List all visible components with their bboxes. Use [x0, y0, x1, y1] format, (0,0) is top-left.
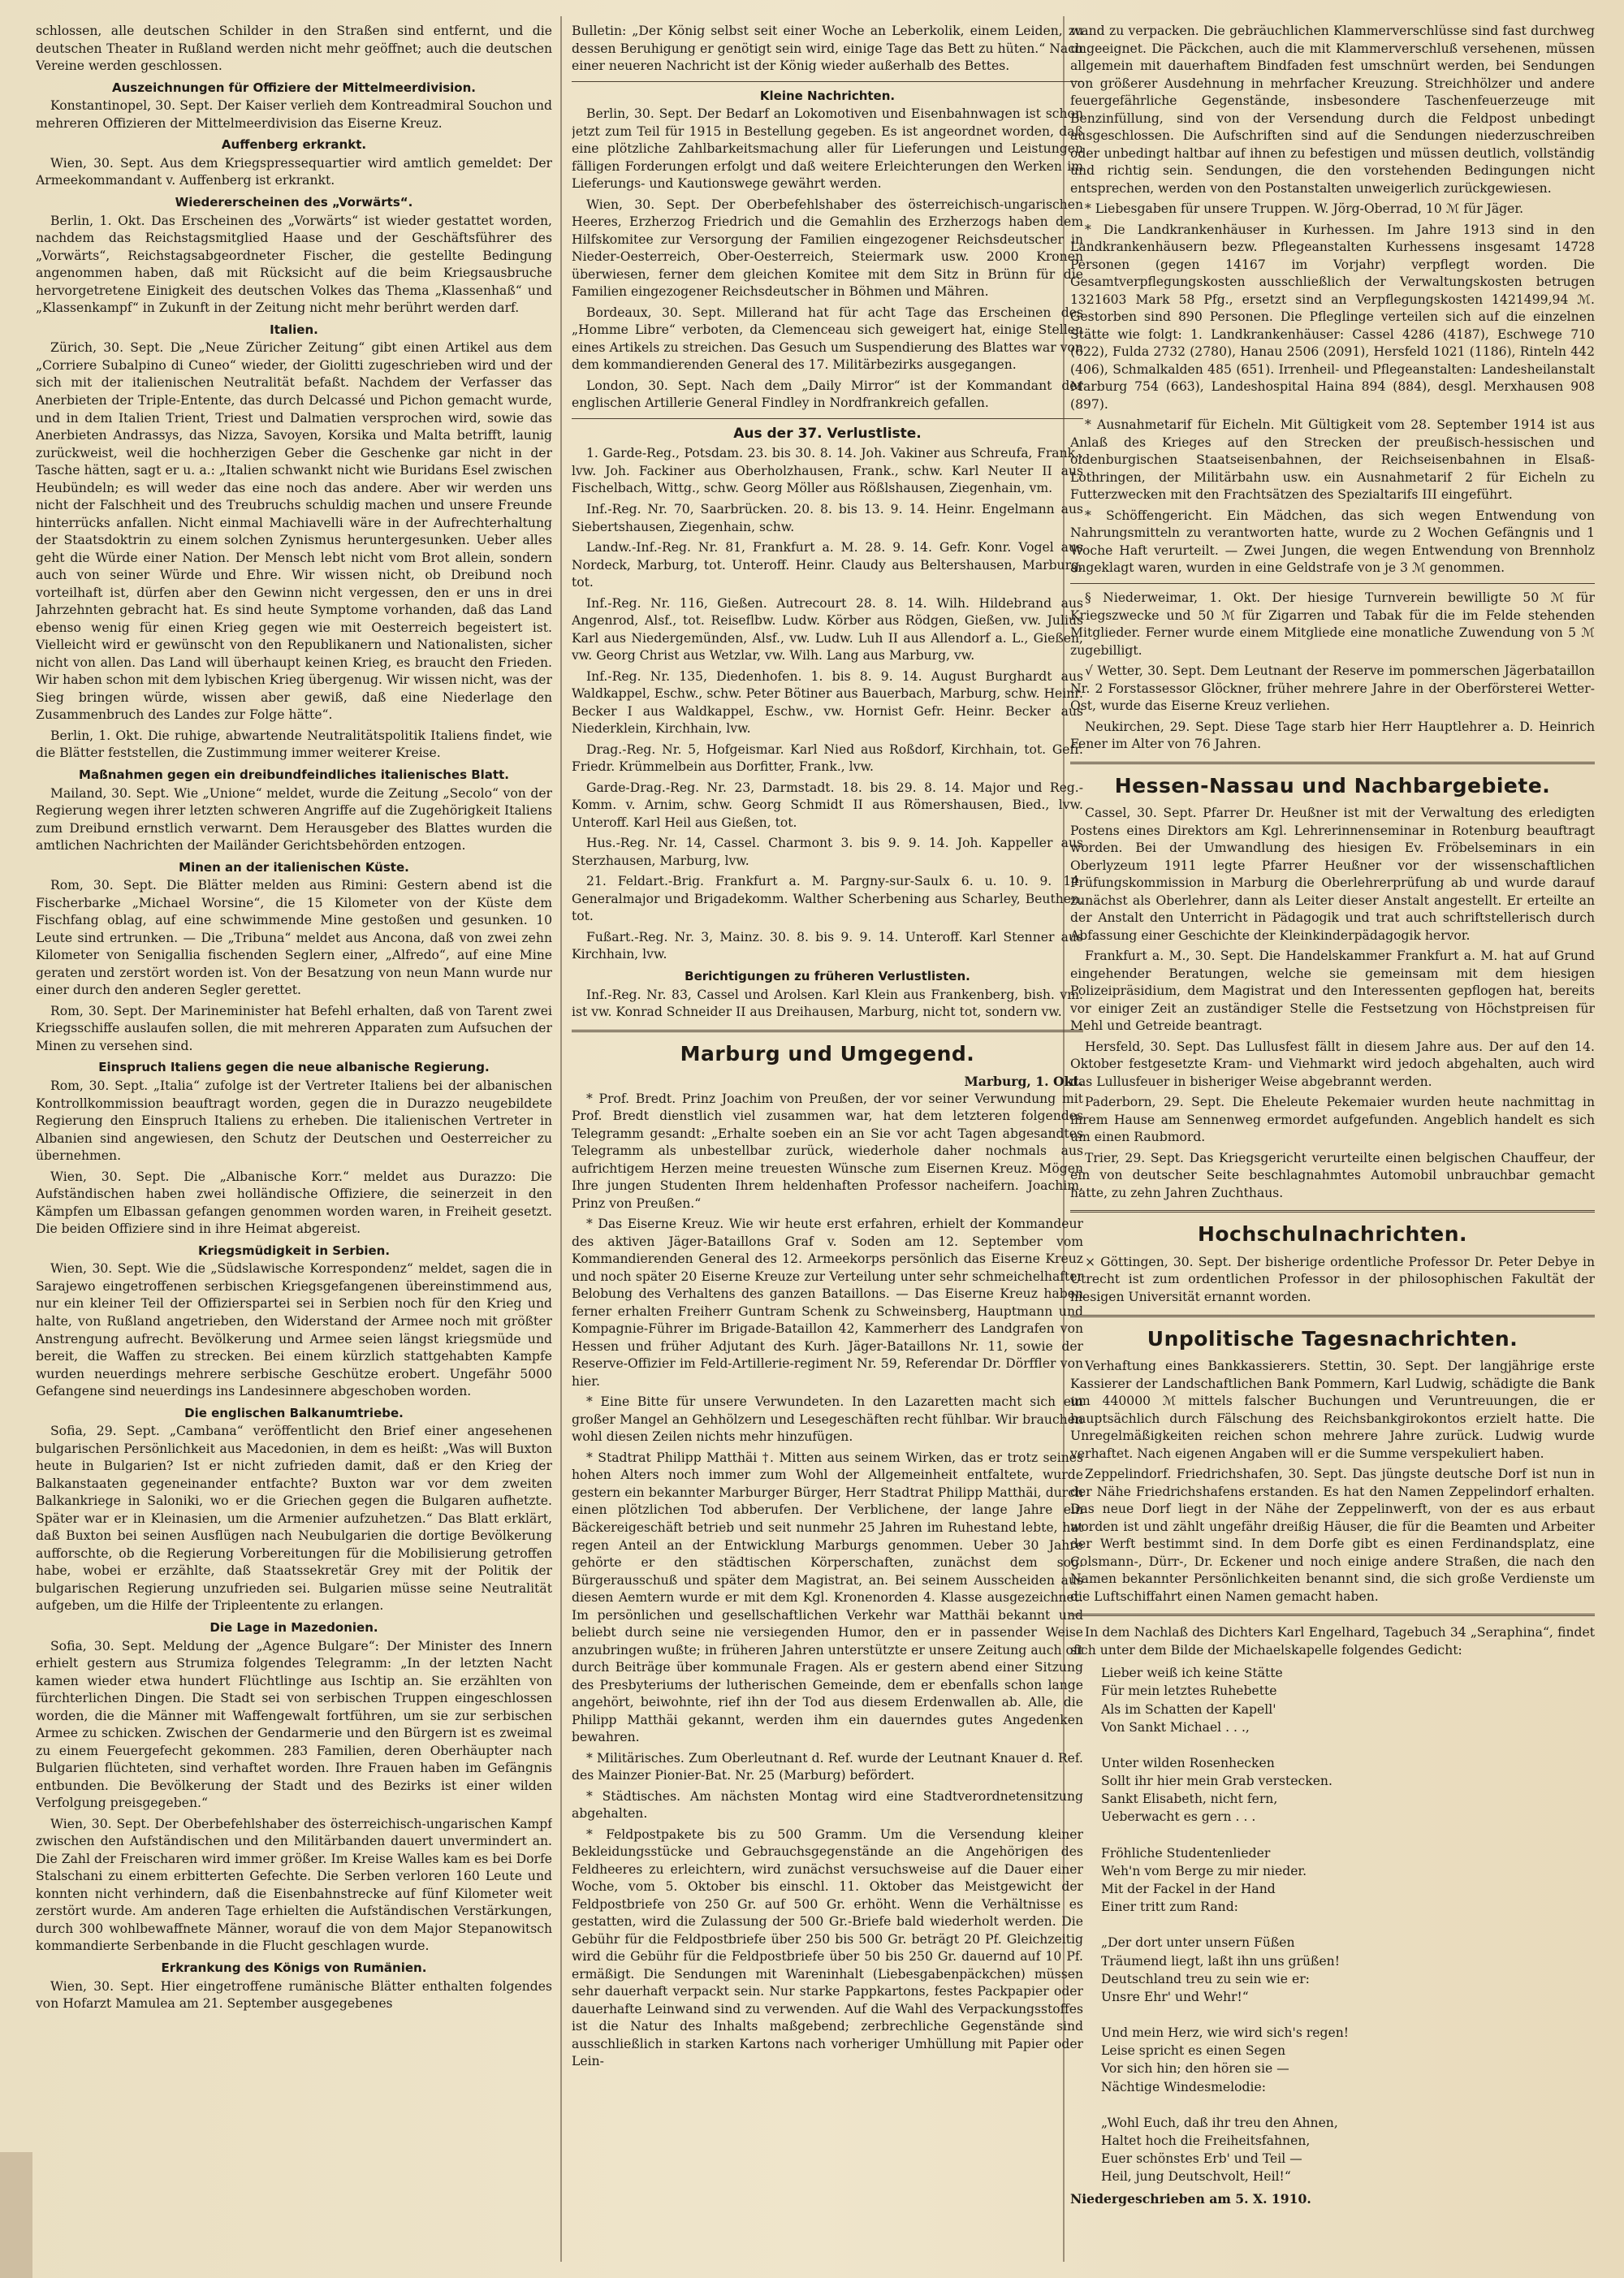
article-paragraph: * Militärisches. Zum Oberleutnant d. Ref. wurde der Leutnant Knauer d. Ref. des Mainzer Pionier-Bat. Nr. 25 (Marburg) befördert. — [572, 1750, 1083, 1783]
article-paragraph: * Eine Bitte für unsere Verwundeten. In den Lazaretten macht sich ein großer Mangel an Gehhölzern und Lesegeschäften recht fühlbar. Wir brauchen wohl diesen Zeilen nichts mehr hinzufügen. — [572, 1394, 1083, 1445]
article-paragraph: Rom, 30. Sept. Die Blätter melden aus Rimini: Gestern abend ist die Fischerbarke „Michael Worsine“, die 15 Kilometer von der Küste dem Fischfang oblag, auf eine schwimmende Mine gestoßen und gesunken. 10 Leute sind ertrunken. — Die „Tribuna“ meldet aus Ancona, daß von zwei zehn Kilometer von Senigallia fischenden Seglern einer, „Alfredo“, auf eine Mine geraten und zerstört worden ist. Von der Besatzung von neun Mann wurde nur einer durch den anderen Segler gerettet. — [36, 878, 552, 998]
article-heading: Einspruch Italiens gegen die neue albanische Regierung. — [98, 1060, 490, 1075]
article-paragraph: * Städtisches. Am nächsten Montag wird eine Stadtverordnetensitzung abgehalten. — [572, 1788, 1083, 1822]
casualty-entry: 21. Feldart.-Brig. Frankfurt a. M. Pargny-sur-Saulx 6. u. 10. 9. 14. Generalmajor und Brigadekomm. Walther Scherbening aus Scharley, Beuthen, tot. — [572, 874, 1083, 924]
article-paragraph: Berlin, 1. Okt. Die ruhige, abwartende Neutralitätspolitik Italiens findet, wie die Blätter feststellen, die Zustimmung immer weiterer Kreise. — [36, 728, 552, 761]
article-paragraph: Cassel, 30. Sept. Pfarrer Dr. Heußner ist mit der Verwaltung des erledigten Postens eines Direktors am Kgl. Lehrerinnenseminar in Rotenburg beauftragt worden. Bei der Umwandlung des hiesigen Ev. Fröbelseminars in ein Oberlyzeum 1911 legte Pfarrer Heußner vor der wissenschaftlichen Prüfungskommission in Marburg die Oberlehrerprüfung ab und wurde darauf zunächst als Oberlehrer, dann als Leiter dieser Anstalt angestellt. Er erteilte an der Anstalt den Unterricht in Pädagogik und trat auch schriftstellerisch durch Abfassung einer Geschichte der Kleinkinderpädagogik hervor. — [1070, 806, 1595, 943]
article-paragraph: Sofia, 29. Sept. „Cambana“ veröffentlicht den Brief einer angesehenen bulgarischen Persönlichkeit aus Macedonien, in dem es heißt: „Was will Buxton heute in Bulgarien? Ist er nicht zufrieden damit, daß er den Krieg der Balkanstaaten gegeneinander entfachte? Buxton war vor dem zweiten Balkankriege in Saloniki, wo er die Griechen gegen die Bulgaren aufhetzte. Später war er in Kleinasien, um die Armenier aufzuhetzen.“ Das Blatt erklärt, daß Buxton bei seinen Ausflügen nach Neubulgarien die dortige Bevölkerung aufforschte, ob die Regierung Vorbereitungen für die Mobilisierung getroffen habe, wobei er erzählte, daß Staatssekretär Grey mit der Politik der bulgarischen Regierung unzufrieden sei. Bulgarien müsse seine Neutralität aufgeben, um die Hilfe der Tripleentente zu erlangen. — [36, 1424, 552, 1614]
article-paragraph: Inf.-Reg. Nr. 83, Cassel und Arolsen. Karl Klein aus Frankenberg, bish. vm. ist vw. Konrad Schneider II aus Dreihausen, Marburg, nicht tot, sondern vw. — [572, 987, 1083, 1020]
article-paragraph: Berlin, 1. Okt. Das Erscheinen des „Vorwärts“ ist wieder gestattet worden, nachdem das Reichstagsmitglied Haase und der Geschäftsführer des „Vorwärts“, Reichstagsabgeordneter Fischer, die gestellte Bedingung angenommen haben, daß mit Rücksicht auf die beim Kriegsausbruche hervorgetretene Einigkeit des deutschen Volkes das Thema „Klassenhaß“ und „Klassenkampf“ in Zukunft in der Zeitung nicht mehr berührt werden darf. — [36, 213, 552, 316]
casualty-entry: Landw.-Inf.-Reg. Nr. 81, Frankfurt a. M. 28. 9. 14. Gefr. Konr. Vogel aus Nordeck, Marburg, tot. Unteroff. Heinr. Claudy aus Beltershausen, Marburg, tot. — [572, 540, 1083, 590]
article-heading: Erkrankung des Königs von Rumänien. — [161, 1960, 427, 1975]
article-paragraph: Hersfeld, 30. Sept. Das Lullusfest fällt in diesem Jahre aus. Der auf den 14. Oktober festgesetzte Kram- und Viehmarkt wird jedoch abgehalten, auch wird das Lullusfeuer in bisheriger Weise abgebrannt werden. — [1070, 1039, 1595, 1089]
column-left — [36, 23, 552, 2254]
article-paragraph: wand zu verpacken. Die gebräuchlichen Klammerverschlüsse sind fast durchweg ungeeignet. Die Päckchen, auch die mit Klammerverschluß versehenen, müssen allgemein mit dauerhaftem Bindfaden fest umschnürt werden, bei Sendungen von größerer Ausdehnung in mehrfacher Kreuzung. Streichhölzer und andere feuergefährliche Gegenstände, insbesondere Taschenfeuerzeuge mit Benzinfüllung, sind von der Versendung durch die Feldpost unbedingt ausgeschlossen. Die Aufschriften sind auf die Sendungen niederzuschreiben oder unbedingt haltbar auf ihnen zu befestigen und müssen deutlich, vollständig und richtig sein. Sendungen, die den vorstehenden Bedingungen nicht entsprechen, werden von den Postanstalten unweigerlich zurückgewiesen. — [1070, 24, 1595, 196]
article-paragraph: Berlin, 30. Sept. Der Bedarf an Lokomotiven und Eisenbahnwagen ist schon jetzt zum Teil für 1915 in Bestellung gegeben. Es ist angeordnet worden, daß eine plötzliche Zahlbarkeitsmachung aller für Lieferungen und Leistungen fälligen Forderungen erfolgt und daß weitere Erleichterungen den Werken im Lieferungs- und Kautionswege gewährt werden. — [572, 106, 1083, 192]
divider — [572, 1030, 1083, 1032]
article-paragraph: * Feldpostpakete bis zu 500 Gramm. Um die Versendung kleiner Bekleidungsstücke und Gebrauchsgegenstände an die Angehörigen des Feldheeres zu erleichtern, wird zunächst versuchsweise auf die Dauer einer Woche, vom 5. Oktober bis einschl. 11. Oktober das Meistgewicht der Feldpostbriefe von 250 Gr. auf 500 Gr. erhöht. Wenn die Verhältnisse es gestatten, wird die Zulassung der 500 Gr.-Briefe bald wiederholt werden. Die Gebühr für die Feldpostbriefe über 250 bis 500 Gr. beträgt 20 Pf. Gleichzeitig wird die Gebühr für die Feldpostbriefe über 50 bis 250 Gr. dauernd auf 10 Pf. ermäßigt. Die Sendungen mit Wareninhalt (Liebesgabenpäckchen) müssen sehr dauerhaft verpackt sein. Nur starke Pappkartons, festes Packpapier oder dauerhafte Leinwand sind zu verwenden. Auf die Wahl des Verpackungsstoffes ist die Natur des Inhalts maßgebend; zerbrechliche Gegenstände sind ausschließlich in starken Kartons nach vorheriger Umhüllung mit Papier oder Lein- — [572, 1826, 1083, 2069]
article-heading: Maßnahmen gegen ein dreibundfeindliches italienisches Blatt. — [79, 767, 509, 782]
column-right — [1070, 23, 1595, 2254]
article-heading: Auffenberg erkrankt. — [221, 137, 367, 153]
article-heading: Minen an der italienischen Küste. — [179, 859, 409, 875]
article-paragraph: schlossen, alle deutschen Schilder in den Straßen sind entfernt, und die deutschen Theater in Rußland werden nicht mehr geöffnet; auch die deutschen Vereine werden geschlossen. — [36, 24, 552, 74]
article-paragraph: * Ausnahmetarif für Eicheln. Mit Gültigkeit vom 28. September 1914 ist aus Anlaß des Krieges auf den Strecken der preußisch-hessischen und oldenburgischen Staatseisenbahnen, der Reichseisenbahnen in Elsaß-Lothringen, der Militärbahn usw. ein Ausnahmetarif 2 für Eicheln zu Futterzwecken mit den Frachtsätzen des Spezialtarifs III eingeführt. — [1070, 417, 1595, 503]
article-paragraph: * Das Eiserne Kreuz. Wie wir heute erst erfahren, erhielt der Kommandeur des aktiven Jäger-Bataillons Graf v. Soden am 12. September vom Kommandierenden General des 12. Armeekorps persönlich das Eiserne Kreuz und noch später 20 Eiserne Kreuze zur Verteilung unter sehr schmeichelhafter Belobung des Verhaltens des ganzen Bataillons. — Das Eiserne Kreuz haben ferner erhalten Freiherr Guntram Schenk zu Schweinsberg, Hauptmann und Kompagnie-Führer im Brigade-Bataillon 42, Kammerherr des Landgrafen von Hessen und früher Adjutant des Kurh. Jäger-Bataillons Nr. 11, sowie der Reserve-Offizier im Feld-Artillerie-regiment Nr. 59, Referendar Dr. Dörffler von hier. — [572, 1217, 1083, 1389]
section-heading: Italien. — [270, 322, 318, 337]
section-heading: Aus der 37. Verlustliste. — [733, 426, 922, 442]
casualty-entry: 1. Garde-Reg., Potsdam. 23. bis 30. 8. 14. Joh. Vakiner aus Schreufa, Frank., lvw. Joh. Fackiner aus Oberholzhausen, Frank., schw. Karl Neuter II aus Fischelbach, Wittg., schw. Georg Möller aus Rößlshausen, Ziegenhain, vm. — [572, 446, 1083, 496]
casualty-entry: Garde-Drag.-Reg. Nr. 23, Darmstadt. 18. bis 29. 8. 14. Major und Reg.-Komm. v. Arnim, schw. Georg Schmidt II aus Römershausen, Bied., lvw. Unteroff. Karl Heil aus Gießen, tot. — [572, 780, 1083, 830]
section-title: Hessen-Nassau und Nachbargebiete. — [1114, 773, 1551, 798]
article-paragraph: √ Wetter, 30. Sept. Dem Leutnant der Reserve im pommerschen Jägerbataillon Nr. 2 Forstassessor Glöckner, früher mehrere Jahre in der Oberförsterei Wetter-Ost, wurde das Eiserne Kreuz verliehen. — [1070, 664, 1595, 714]
article-paragraph: Wien, 30. Sept. Die „Albanische Korr.“ meldet aus Durazzo: Die Aufständischen haben zwei holländische Offiziere, die seinerzeit in den Kämpfen um Elbassan gefangen genommen worden waren, in Freiheit gesetzt. Die beiden Offiziere sind in ihre Heimat abgereist. — [36, 1169, 552, 1237]
article-paragraph: Frankfurt a. M., 30. Sept. Die Handelskammer Frankfurt a. M. hat auf Grund eingehender Beratungen, welche sie gemeinsam mit dem hiesigen Polizeipräsidium, dem Magistrat und den Interessenten gepflogen hat, bereits vor einiger Zeit an zuständiger Stelle die Festsetzung von Höchstpreisen für Mehl und Getreide beantragt. — [1070, 949, 1595, 1034]
article-paragraph: Neukirchen, 29. Sept. Diese Tage starb hier Herr Hauptlehrer a. D. Heinrich Fener im Alter von 76 Jahren. — [1070, 719, 1595, 752]
divider — [572, 418, 1083, 419]
section-title: Unpolitische Tagesnachrichten. — [1147, 1326, 1518, 1351]
article-paragraph: Wien, 30. Sept. Hier eingetroffene rumänische Blätter enthalten folgendes von Hofarzt Mamulea am 21. September ausgegebenes — [36, 1978, 552, 2012]
casualty-entry: Inf.-Reg. Nr. 116, Gießen. Autrecourt 28. 8. 14. Wilh. Hildebrand aus Angenrod, Alsf., tot. Reiseflbw. Ludw. Körber aus Rödgen, Gießen, vw. Julius Karl aus Niedergemünden, Alsf., vw. Ludw. Luh II aus Allendorf a. L., Gießen, vw. Georg Christ aus Wetzlar, vw. Wilh. Lang aus Marburg, vw. — [572, 595, 1083, 664]
article-paragraph: Zeppelindorf. Friedrichshafen, 30. Sept. Das jüngste deutsche Dorf ist nun in der Nähe Friedrichshafens erstanden. Es hat den Namen Zeppelindorf erhalten. Das neue Dorf liegt in der Nähe der Zeppelinwerft, von der es aus erbaut worden ist und zählt ungefähr dreißig Häuser, die für die Beamten und Arbeiter der Werft bestimmt sind. In dem Dorfe gibt es einen Ferdinandsplatz, eine Colsmann-, Dürr-, Dr. Eckener und noch einige andere Straßen, die nach den Namen bekannter Persönlichkeiten benannt sind, die sich große Verdienste um die Luftschiffahrt einen Namen gemacht haben. — [1070, 1467, 1595, 1604]
article-heading: Wiedererscheinen des „Vorwärts“. — [175, 194, 413, 210]
casualty-entry: Hus.-Reg. Nr. 14, Cassel. Charmont 3. bis 9. 9. 14. Joh. Kappeller aus Sterzhausen, Marburg, lvw. — [572, 836, 1083, 868]
article-heading: Die englischen Balkanumtriebe. — [184, 1405, 404, 1420]
divider — [1070, 583, 1595, 584]
article-heading: Kriegsmüdigkeit in Serbien. — [197, 1243, 391, 1258]
article-paragraph: * Liebesgaben für unsere Truppen. W. Jörg-Oberrad, 10 ℳ für Jäger. — [1085, 201, 1524, 217]
article-paragraph: Paderborn, 29. Sept. Die Eheleute Pekemaier wurden heute nachmittag in ihrem Hause am Sennenweg ermordet aufgefunden. Angeblich handelt es sich um einen Raubmord. — [1070, 1095, 1595, 1145]
article-paragraph: * Stadtrat Philipp Matthäi †. Mitten aus seinem Wirken, das er trotz seines hohen Alters noch immer zum Wohl der Allgemeinheit entfaltete, wurde gestern ein bekannter Marburger Bürger, Herr Stadtrat Philipp Matthäi, durch einen plötzlichen Tod abberufen. Der Verblichene, der lange Jahre ein Bäckereigeschäft betrieb und seit nunmehr 25 Jahren im Ruhestand lebte, hat regen Anteil an der Entwicklung Marburgs genommen. Ueber 30 Jahre gehörte er den städtischen Körperschaften, zunächst dem sog. Bürgerausschuß und später dem Magistrat, an. Bei seinem Ausscheiden aus diesen Aemtern wurde er mit dem Kgl. Kronenorden 4. Klasse ausgezeichnet. Im persönlichen und gesellschaftlichen Verkehr war Matthäi bekannt und beliebt durch seine nie versiegenden Humor, den er in passender Weise anzubringen wußte; in früheren Jahren unterstützte er unsere Zeitung auch oft durch Beiträge über kommunale Fragen. Als er gestern abend einer Sitzung des Presbyteriums der lutherischen Gemeinde, dem er ebenfalls schon lange angehört, beiwohnte, rief ihn der Tod aus diesem Erdenwallen ab. Alle, die Philipp Matthäi gekannt, werden ihm ein dauerndes gutes Angedenken bewahren. — [572, 1450, 1083, 1745]
article-paragraph: × Göttingen, 30. Sept. Der bisherige ordentliche Professor Dr. Peter Debye in Utrecht ist zum ordentlichen Professor in der philosophischen Fakultät der hiesigen Universität ernannt worden. — [1070, 1254, 1595, 1304]
divider — [1070, 762, 1595, 764]
article-paragraph: Rom, 30. Sept. Der Marineminister hat Befehl erhalten, daß von Tarent zwei Kriegsschiffe auslaufen sollen, die mit mehreren Apparaten zum Aufsuchen der Minen zu versehen sind. — [36, 1003, 552, 1053]
article-paragraph: Wien, 30. Sept. Aus dem Kriegspressequartier wird amtlich gemeldet: Der Armeekommandant v. Auffenberg ist erkrankt. — [36, 155, 552, 188]
poem: Lieber weiß ich keine Stätte Für mein letztes Ruhebette Als im Schatten der Kapell' Von Sankt Michael . . ., Unter wilden Rosenhecken Sollt ihr hier mein Grab verstecken. Sankt Elisabeth, nicht fern, Ueberwacht es gern . . . Fröhliche Studentenlieder Weh'n vom Berge zu mir nieder. Mit der Fackel in der Hand Einer tritt zum Rand: „Der dort unter unsern Füßen Träumend liegt, laßt ihn uns grüßen! Deutschland treu zu sein wie er: Unsre Ehr' und Wehr!“ Und mein Herz, wie wird sich's regen! Leise spricht es einen Segen Vor sich hin; den hören sie — Nächtige Windesmelodie: „Wohl Euch, daß ihr treu den Ahnen, Haltet hoch die Freiheitsfahnen, Euer schönstes Erb' und Teil — Heil, jung Deutschvolt, Heil!“ — [1101, 1666, 1349, 2185]
article-paragraph: Wien, 30. Sept. Der Oberbefehlshaber des österreichisch-ungarischen Heeres, Erzherzog Friedrich und die Gemahlin des Erzherzogs haben dem Hilfskomitee zur Versorgung der Familien eingezogener Reichsdeutscher in Nieder-Oesterreich, Ober-Oesterreich, Steiermark usw. 2000 Kronen überwiesen, ferner dem gleichen Komitee mit dem Sitz in Brünn für die Familien eingezogener Reichsdeutscher in Böhmen und Mähren. — [572, 197, 1083, 300]
article-paragraph: Sofia, 30. Sept. Meldung der „Agence Bulgare“: Der Minister des Innern erhielt gestern aus Strumiza folgendes Telegramm: „In der letzten Nacht kamen wieder etwa hundert Flüchtlinge aus Ischtip an. Sie erzählten von fürchterlichen Dingen. Die Stadt sei von serbischen Truppen eingeschlossen worden, die die Männer mit Waffengewalt fortführen, um sie zur serbischen Armee zu schicken. Zwischen der Gendarmerie und den Bürgern ist es zweimal zu einem Feuergefecht gekommen. 283 Familien, deren Oberhäupter nach Bulgarien flüchteten, sind verhaftet worden. Ihre Frauen haben im Gefängnis entbunden. Die Bevölkerung der Stadt und des Bezirks ist einer wilden Verfolgung preisgegeben.“ — [36, 1638, 552, 1811]
article-paragraph: London, 30. Sept. Nach dem „Daily Mirror“ ist der Kommandant der englischen Artillerie General Findley in Nordfrankreich gefallen. — [572, 378, 1083, 411]
divider — [1070, 1210, 1595, 1212]
poem-signature: Niedergeschrieben am 5. X. 1910. — [1070, 2191, 1311, 2207]
casualty-entry: Drag.-Reg. Nr. 5, Hofgeismar. Karl Nied aus Roßdorf, Kirchhain, tot. Gefr. Friedr. Krümmelbein aus Dorfitter, Frank., lvw. — [572, 741, 1083, 775]
article-paragraph: Wien, 30. Sept. Der Oberbefehlshaber des österreichisch-ungarischen Kampf zwischen den Aufständischen und den Militärbanden dauert unvermindert an. Die Zahl der Freischaren wird immer größer. Im Kreise Walles kam es bei Dorfe Stalschani zu einem erbitterten Gefechte. Die Serben verloren 160 Leute und konnten nicht verhindern, daß die Eisenbahnstrecke auf fünf Kilometer weit zerstört wurde. Am anderen Tage erhielten die Aufständischen Verstärkungen, durch 300 wohlbewaffnete Männer, worauf die von dem Major Stepanowitsch kommandierte Serbenbande in die Flucht geschlagen wurde. — [36, 1816, 552, 1954]
casualty-entry: Fußart.-Reg. Nr. 3, Mainz. 30. 8. bis 9. 9. 14. Unteroff. Karl Stenner aus Kirchhain, lvw. — [572, 929, 1083, 962]
article-paragraph: Bulletin: „Der König selbst seit einer Woche an Leberkolik, einem Leiden, zu dessen Beruhigung er genötigt sein wird, einige Tage das Bett zu hüten.“ Nach einer neueren Nachricht ist der König wieder außerhalb des Bettes. — [572, 24, 1083, 74]
section-title: Hochschulnachrichten. — [1197, 1222, 1468, 1247]
article-paragraph: Konstantinopel, 30. Sept. Der Kaiser verlieh dem Kontreadmiral Souchon und mehreren Offizieren der Mittelmeerdivision das Eiserne Kreuz. — [36, 98, 552, 131]
article-heading: Auszeichnungen für Offiziere der Mittelmeerdivision. — [111, 80, 476, 95]
article-paragraph: * Die Landkrankenhäuser in Kurhessen. Im Jahre 1913 sind in den Landkrankenhäusern bezw. Pflegeanstalten Kurhessens insgesamt 14728 Personen (gegen 14167 im Vorjahr) verpflegt worden. Die Gesamtverpflegungskosten ausschließlich der Verwaltungskosten betrugen 1321603 Mark 58 Pfg., ersetzt sind an Verpflegungskosten 1421499,94 ℳ. Gestorben sind 890 Personen. Die Pfleglinge verteilen sich auf die einzelnen Stätte wie folgt: 1. Landkrankenhäuser: Cassel 4286 (4187), Eschwege 710 (622), Fulda 2732 (2780), Hanau 2506 (2091), Hersfeld 1021 (1186), Rinteln 442 (406), Schmalkalden 485 (651). Irrenheil- und Pflegeanstalten: Landesheilanstalt Marburg 754 (663), Landeshospital Haina 894 (884), desgl. Merxhausen 908 (897). — [1070, 222, 1595, 412]
casualty-entry: Inf.-Reg. Nr. 135, Diedenhofen. 1. bis 8. 9. 14. August Burghardt aus Waldkappel, Eschw., schw. Peter Bötiner aus Bauerbach, Marburg, schw. Heinr. Becker I aus Waldkappel, Eschw., vw. Hornist Gefr. Heinr. Becker aus Niederklein, Kirchhain, lvw. — [572, 668, 1083, 737]
section-heading: Kleine Nachrichten. — [759, 88, 896, 103]
section-heading: Berichtigungen zu früheren Verlustlisten. — [685, 968, 970, 983]
article-paragraph: § Niederweimar, 1. Okt. Der hiesige Turnverein bewilligte 50 ℳ für Kriegszwecke und 50 ℳ für Zigarren und Tabak für die im Felde stehenden Mitglieder. Ferner wurde einem Mitgliede eine monatliche Zuwendung von 5 ℳ zugebilligt. — [1070, 590, 1595, 658]
article-heading: Die Lage in Mazedonien. — [209, 1619, 378, 1635]
paper-damage — [0, 2152, 32, 2278]
casualty-entry: Inf.-Reg. Nr. 70, Saarbrücken. 20. 8. bis 13. 9. 14. Heinr. Engelmann aus Siebertshausen, Ziegenhain, schw. — [572, 502, 1083, 534]
article-paragraph: In dem Nachlaß des Dichters Karl Engelhard, Tagebuch 34 „Seraphina“, findet sich unter dem Bilde der Michaelskapelle folgendes Gedicht: — [1070, 1625, 1595, 1658]
article-paragraph: Zürich, 30. Sept. Die „Neue Züricher Zeitung“ gibt einen Artikel aus dem „Corriere Subalpino di Cuneo“ wieder, der Giolitti zugeschrieben wird und der sich mit der italienischen Neutralität befaßt. Nachdem der Verfasser das Anerbieten der Triple-Entente, das durch Delcassé und Pichon gemacht wurde, und in dem Italien Trient, Triest und Dalmatien versprochen wird, sowie das Anerbieten Andrassys, das Nizza, Savoyen, Korsika und Malta betrifft, launig zurückweist, weil die hochherzigen Geber die Geschenke gar nicht in der Tasche hätten, sagt er u. a.: „Italien schwankt nicht wie Buridans Esel zwischen Heubündeln; es will weder das eine noch das andere. Aber wir werden uns nicht der Falschheit und des Treubruchs schuldig machen und unsere Freunde hinterrücks anfallen. Nicht einmal Machiavelli wäre in der Aufrechterhaltung der Staatsdoktrin zu einem solchen Zynismus heruntergesunken. Ueber alles geht die Würde einer Nation. Der Mensch lebt nicht vom Brot allein, sondern auch von seiner Würde und Ehre. Wir wissen nicht, ob Dreibund noch vorteilhaft ist, dürfen aber den Gewinn nicht vergessen, den er uns in drei Jahrzehnten gebracht hat. Es sind heute Symptome vorhanden, daß das Land ebenso wenig für einen Krieg gegen wie mit Oesterreich begeistert ist. Vielleicht wird er gewünscht von den Republikanern und Nationalisten, sicher nicht von allen. Das Land will überhaupt keinen Krieg, es braucht den Frieden. Wir haben schon mit dem lybischen Krieg übergenug. Wir wissen nicht, was der Sieg bringen würde, wissen aber gewiß, daß eine Niederlage den Zusammenbruch des Landes zur Folge hätte“. — [36, 340, 552, 723]
article-paragraph: Rom, 30. Sept. „Italia“ zufolge ist der Vertreter Italiens bei der albanischen Kontrollkommission beauftragt worden, gegen die in Durazzo neugebildete Regierung den Einspruch Italiens zu erheben. Die italienischen Vertreter in Albanien sind angewiesen, den Schutz der Deutschen und Oesterreicher zu übernehmen. — [36, 1078, 552, 1164]
article-paragraph: Verhaftung eines Bankkassierers. Stettin, 30. Sept. Der langjährige erste Kassierer der Landschaftlichen Bank Pommern, Karl Ludwig, schädigte die Bank um 440000 ℳ mittels falscher Buchungen und Veruntreuungen, die er hauptsächlich durch Fälschung des Reichsbankgirokontos erzielt hatte. Die Unregelmäßigkeiten reichen schon mehrere Jahre zurück. Ludwig wurde verhaftet. Nach eigenen Angaben will er die Summe verspekuliert haben. — [1070, 1359, 1595, 1461]
article-paragraph: Trier, 29. Sept. Das Kriegsgericht verurteilte einen belgischen Chauffeur, der ein von deutscher Seite beschlagnahmtes Automobil unbrauchbar gemacht hatte, zu zehn Jahren Zuchthaus. — [1070, 1150, 1595, 1200]
column-middle — [572, 23, 1083, 2254]
article-paragraph: Wien, 30. Sept. Wie die „Südslawische Korrespondenz“ meldet, sagen die in Sarajewo eingetroffenen serbischen Kriegsgefangenen übereinstimmend aus, nur ein kleiner Teil der Offizierspartei sei in Serbien noch für den Krieg und halte, von Rußland angetrieben, den Widerstand der Armee noch mit größter Anstrengung aufrecht. Bevölkerung und Armee seien längst kriegsmüde und bereit, die Waffen zu strecken. Bei einem kürzlich stattgehabten Kampfe wurden neuerdings mehrere serbische Geschütze erobert. Ungefähr 5000 Gefangene sind neuerdings ins Landesinnere abgeschoben worden. — [36, 1261, 552, 1399]
article-paragraph: * Prof. Bredt. Prinz Joachim von Preußen, der vor seiner Verwundung mit Prof. Bredt dienstlich viel zusammen war, hat dem letzteren folgendes Telegramm gesandt: „Erhalte soeben ein an Sie vor acht Tagen abgesandtes Telegramm als unbestellbar zurück, wiederhole daher nochmals aus aufrichtigem Herzen meine treuesten Wünsche zum Eisernen Kreuz. Mögen Ihre jungen Studenten Ihrem heldenhaften Professor nacheifern. Joachim, Prinz von Preußen.“ — [572, 1091, 1083, 1211]
column-rule — [560, 16, 562, 2262]
section-title: Marburg und Umgegend. — [680, 1041, 975, 1066]
divider — [572, 81, 1083, 82]
article-paragraph: * Schöffengericht. Ein Mädchen, das sich wegen Entwendung von Nahrungsmitteln zu verantworten hatte, wurde zu 2 Wochen Gefängnis und 1 Woche Haft verurteilt. — Zwei Jungen, die wegen Entwendung von Brennholz angeklagt waren, wurden in eine Geldstrafe von je 3 ℳ genommen. — [1070, 508, 1595, 576]
dateline: Marburg, 1. Okt. — [964, 1074, 1083, 1090]
article-paragraph: Bordeaux, 30. Sept. Millerand hat für acht Tage das Erscheinen des „Homme Libre“ verboten, da Clemenceau sich geweigert hat, einige Stellen eines Artikels zu streichen. Das Gesuch um Suspendierung des Blattes war von dem kommandierenden General des 17. Militärbezirks ausgegangen. — [572, 305, 1083, 373]
divider — [1070, 1315, 1595, 1317]
article-paragraph: Mailand, 30. Sept. Wie „Unione“ meldet, wurde die Zeitung „Secolo“ von der Regierung wegen ihrer letzten schweren Angriffe auf die Zugehörigkeit Italiens zum Dreibund ernstlich verwarnt. Dem Herausgeber des Blattes wurden die amtlichen Nachrichten der Mailänder Gerichtsbehörden entzogen. — [36, 785, 552, 854]
divider — [1070, 1614, 1595, 1616]
